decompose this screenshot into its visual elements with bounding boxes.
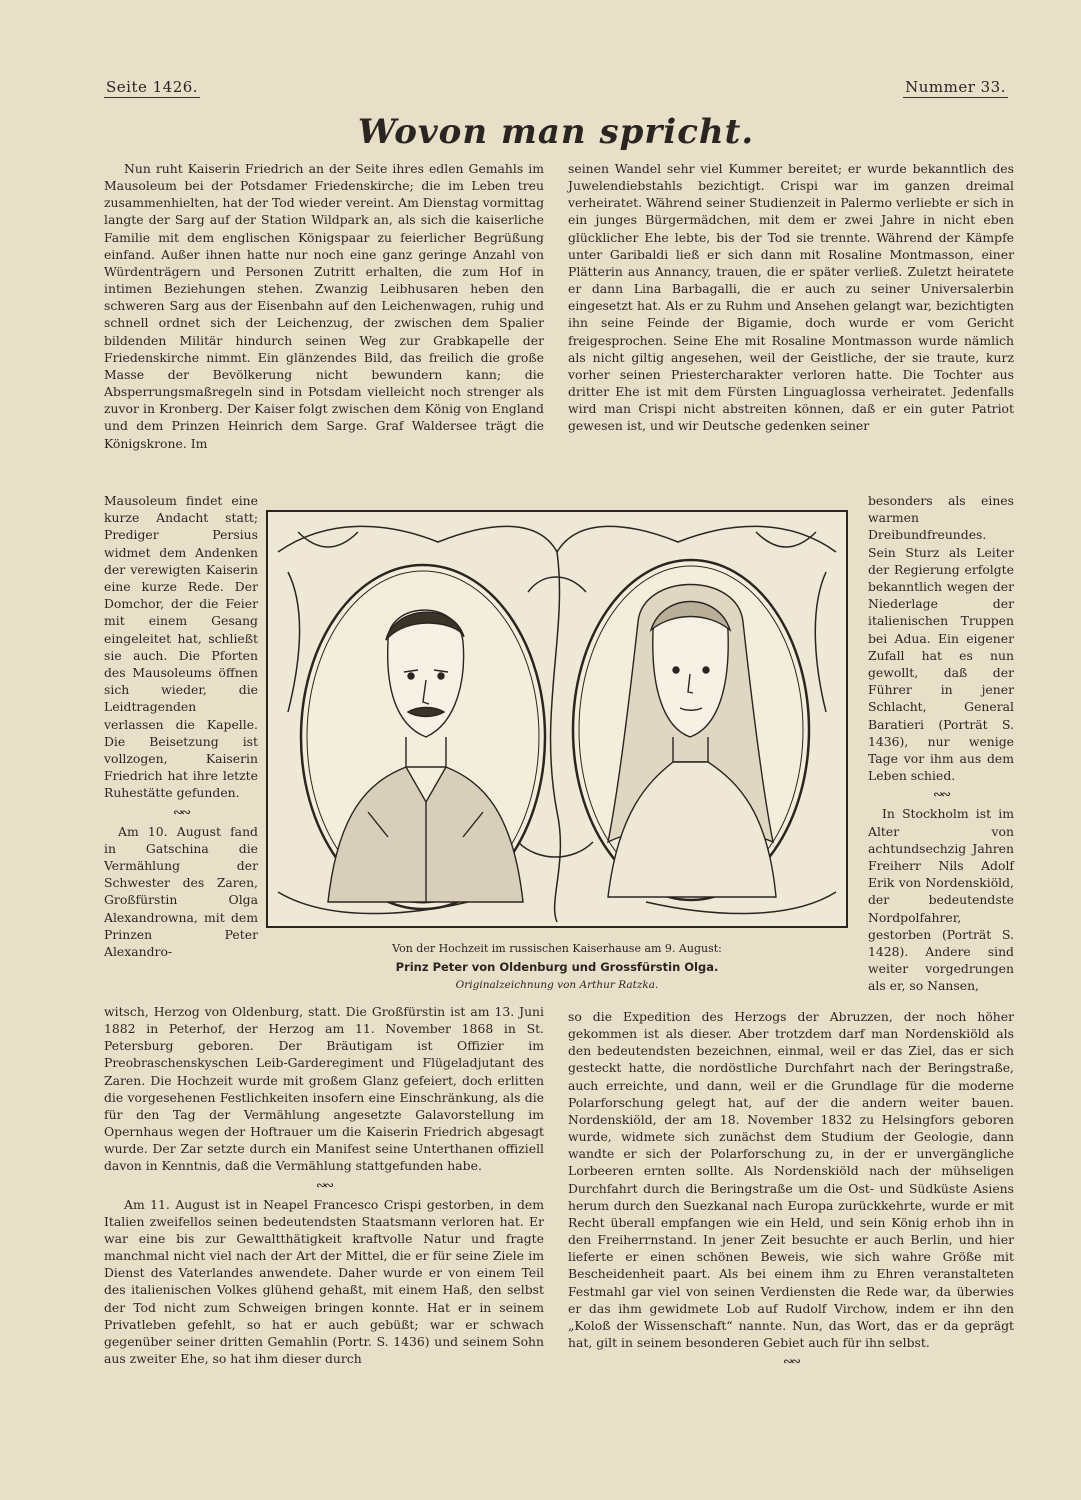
paragraph-crispi-continued: seinen Wandel sehr viel Kummer bereitet; er wurde bekanntlich des Juwelendiebstahls bezichtigt. Crispi war im ganzen dreimal verheiratet. Während seiner Studienzeit in Palermo verliebte er sich in ein junges Bürgermädchen, mit dem er zwei Jahre in nicht eben glücklicher Ehe lebte, bis der Tod sie trennte. Während der Kämpfe unter Garibaldi ließ er sich dann mit Rosaline Montmasson, einer Plätterin aus Annancy, trauen, die er später verließ. Zuletzt heiratete er dann Lina Barbagalli, die er auch zu seiner Universalerbin eingesetzt hat. Als er zu Ruhm und Ansehen gelangt war, bezichtigten ihn seine Feinde der Bigamie, doch wurde er vom Gericht freigesprochen. Seine Ehe mit Rosaline Montmasson wurde nämlich als nicht giltig angesehen, weil der Geistliche, der sie traute, kurz vorher seinen Priestercharakter verloren hatte. Die Tochter aus dritter Ehe ist mit dem Fürsten Linguaglossa verheiratet. Jedenfalls wird man Crispi nicht abstreiten können, daß er ein guter Patriot gewesen ist, und wir Deutsche gedenken seiner <box>568 161 1014 434</box>
right-narrow-column <box>868 492 1014 995</box>
paragraph-oldenburg: witsch, Herzog von Oldenburg, statt. Die Großfürstin ist am 13. Juni 1882 in Peterhof, der Herzog am 11. November 1868 in St. Petersburg geboren. Der Bräutigam ist Offizier im Preobraschenskyschen Leib-Garderegiment und Flügeladjutant des Zaren. Die Hochzeit wurde mit großem Glanz gefeiert, doch erlitten die vorgesehenen Festlichkeiten insofern eine Einschränkung, als die für den Tag der Vermählung angesetzte Galavorstellung im Opernhaus wegen der Hoftrauer um die Kaiserin Friedrich abgesagt wurde. Der Zar setzte durch ein Manifest seine Unterthanen offiziell davon in Kenntnis, daß die Vermählung stattgefunden habe. <box>104 1004 544 1174</box>
right-column-top <box>568 160 1014 435</box>
paragraph-kaiserin-friedrich: Nun ruht Kaiserin Friedrich an der Seite ihres edlen Gemahls im Mausoleum bei der Potsdamer Friedenskirche; die im Leben treu zusammenhielten, hat der Tod wieder vereint. Am Dienstag vormittag langte der Sarg auf der Station Wildpark an, als sich die kaiserliche Familie mit dem englischen Königspaar zu feierlicher Begrüßung einfand. Außer ihnen hatte nur noch eine ganz geringe Anzahl von Würdenträgern und Personen Zutritt erhalten, die zum Hof in intimen Beziehungen stehen. Zwanzig Leibhusaren heben den schweren Sarg aus der Eisenbahn auf den Leichenwagen, ruhig und schnell ordnet sich der Leichenzug, der zwischen dem Spalier bildenden Militär hindurch seinen Weg zur Grabkapelle der Friedenskirche nimmt. Ein glänzendes Bild, das freilich die große Masse der Bevölkerung nicht bewundern kann; die Absperrungsmaßregeln sind in Potsdam vielleicht noch strenger als zuvor in Kronberg. Der Kaiser folgt zwischen dem König von England und dem Prinzen Heinrich dem Sarge. Graf Waldersee trägt die Königskrone. Im <box>104 161 544 451</box>
ornament-divider: ∾∾ <box>315 1177 333 1192</box>
page-number: Seite 1426. <box>106 78 199 96</box>
portrait-drawing <box>268 512 846 926</box>
paragraph-nordenskiold-continued: so die Expedition des Herzogs der Abruzzen, der noch höher gekommen ist als dieser. Aber trotzdem darf man Nordenskiöld als den bedeutendsten bezeichnen, einmal, weil er das Ziel, das er sich gesteckt hatte, die nordöstliche Durchfahrt nach der Beringstraße, auch erreichte, und dann, weil er die Grundlage für die moderne Polarforschung gelegt hat, auf der die andern weiter bauen. Nordenskiöld, der am 18. November 1832 zu Helsingfors geboren wurde, widmete sich zunächst dem Studium der Geologie, dann wandte er sich der Polarforschung zu, in der er unvergängliche Lorbeeren ernten sollte. Als Nordenskiöld nach der mühseligen Durchfahrt durch die Beringstraße um die Ost- und Südküste Asiens herum durch den Suezkanal nach Europa zurückkehrte, wurde er mit Recht überall empfangen wie ein Held, und sein König erhob ihn in den Freiherrnstand. In jener Zeit besuchte er auch Berlin, und hier lieferte er einen schönen Beweis, wie sich wahre Größe mit Bescheidenheit paart. Als bei einem ihm zu Ehren veranstalteten Festmahl gar viel von seinen Verdiensten die Rede war, da überwies er das ihm gewidmete Lob auf Rudolf Virchow, indem er ihn den „Koloß der Wissenschaft“ nannte. Nun, das Wort, das er da geprägt hat, gilt in seinem besonderen Gebiet auch für ihn selbst. <box>568 1009 1014 1350</box>
figure-caption <box>266 940 848 994</box>
paragraph-nordenskiold: In Stockholm ist im Alter von achtundsechzig Jahren Freiherr Nils Adolf Erik von Nordenskiöld, der bedeutendste Nordpolfahrer, gestorben (Porträt S. 1428). Andere sind weiter vorgedrungen als er, so Nansen, <box>868 806 1014 994</box>
left-column-top <box>104 160 544 452</box>
issue-number: Nummer 33. <box>905 78 1006 96</box>
ornament-divider: ∾∾ <box>172 804 190 819</box>
caption-line-3: Originalzeichnung von Arthur Ratzka. <box>455 979 659 991</box>
paragraph-mausoleum: Mausoleum findet eine kurze Andacht statt; Prediger Persius widmet dem Andenken der verewigten Kaiserin eine kurze Rede. Der Domchor, der die Feier mit einem Gesang eingeleitet hat, schließt sie auch. Die Pforten des Mausoleums öffnen sich wieder, die Leidtragenden verlassen die Kapelle. Die Beisetzung ist vollzogen, Kaiserin Friedrich hat ihre letzte Ruhestätte gefunden. <box>104 493 258 801</box>
running-head <box>104 78 1008 98</box>
paragraph-dreibund: besonders als eines warmen Dreibundfreundes. Sein Sturz als Leiter der Regierung erfolgte bekanntlich wegen der Niederlage der italienischen Truppen bei Adua. Ein eigener Zufall hat es nun gewollt, daß der Führer in jener Schlacht, General Baratieri (Porträt S. 1436), nur wenige Tage vor ihm aus dem Leben schied. <box>868 493 1014 784</box>
caption-line-1: Von der Hochzeit im russischen Kaiserhause am 9. August: <box>392 942 722 955</box>
paragraph-gatschina: Am 10. August fand in Gatschina die Vermählung der Schwester des Zaren, Großfürstin Olga Alexandrowna, mit dem Prinzen Peter Alexandro- <box>104 823 258 960</box>
article-title: Wovon man spricht. <box>357 112 755 152</box>
paragraph-crispi: Am 11. August ist in Neapel Francesco Crispi gestorben, in dem Italien zweifellos seinen bedeutendsten Staatsmann verloren hat. Er war eine bis zur Gewaltthätigkeit kraftvolle Natur und fragte manchmal nicht viel nach der Art der Mittel, die er für seine Ziele im Dienst des Vaterlandes anwendete. Daher wurde er von einem Teil des italienischen Volkes glühend gehaßt, mit einem Haß, den selbst der Tod nicht zum Schweigen bringen konnte. Hat er in seinem Privatleben gefehlt, so hat er auch gebüßt; war er schwach gegenüber seiner dritten Gemahlin (Portr. S. 1436) und seinem Sohn aus zweiter Ehe, so hat ihm dieser durch <box>104 1196 544 1366</box>
wedding-portrait-illustration <box>266 510 848 928</box>
right-column-bottom <box>568 1008 1014 1372</box>
ornament-divider: ∾∾ <box>782 1354 800 1369</box>
ornament-divider: ∾∾ <box>932 787 950 802</box>
left-narrow-column <box>104 492 258 960</box>
left-column-bottom <box>104 1003 544 1367</box>
caption-line-2: Prinz Peter von Oldenburg und Grossfürstin Olga. <box>395 960 719 974</box>
